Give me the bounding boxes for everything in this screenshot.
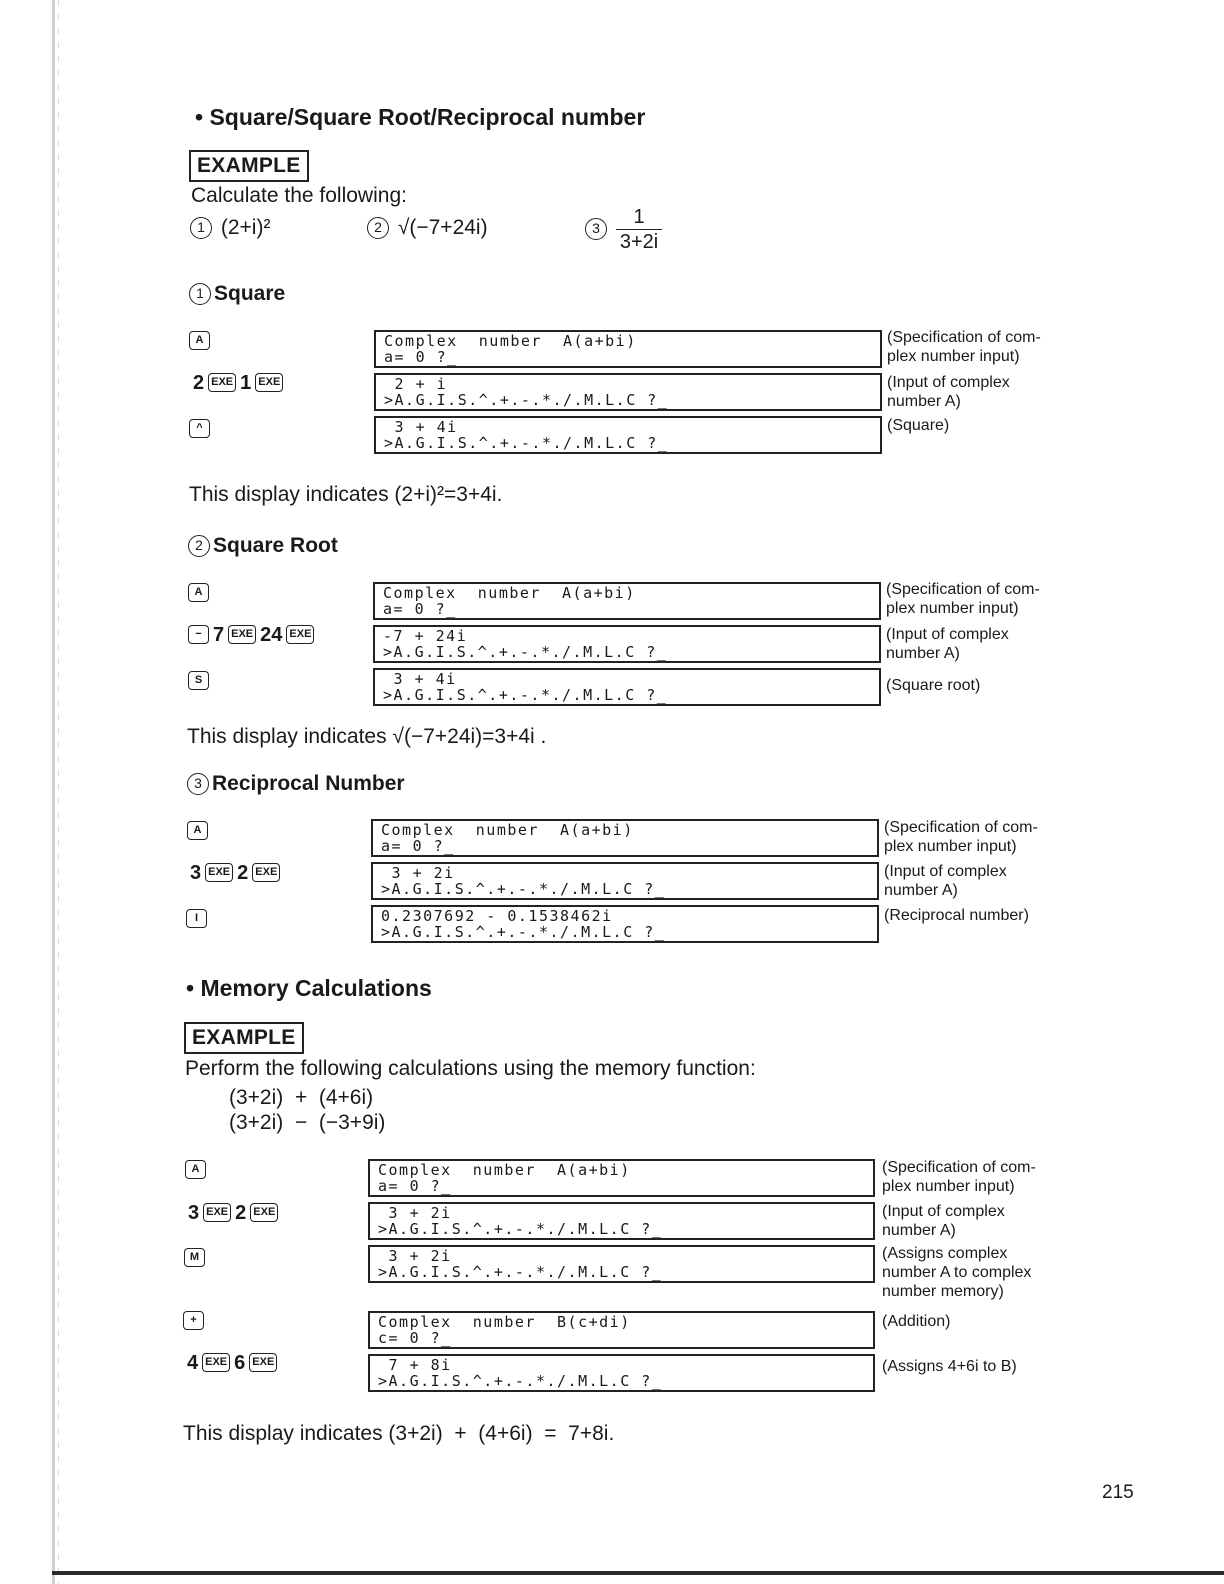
lcd-display	[373, 668, 881, 706]
subheading-square	[189, 282, 285, 306]
key-EXE: EXE	[252, 863, 280, 882]
lcd-line-1: 3 + 2i	[378, 1247, 452, 1265]
section-heading-square-root-reciprocal: • Square/Square Root/Reciprocal number	[195, 104, 646, 130]
key-EXE: EXE	[208, 373, 236, 392]
step-note: (Specification of com- plex number input)	[884, 819, 1038, 855]
lcd-display	[373, 582, 881, 620]
step-note: (Assigns 4+6i to B)	[882, 1358, 1017, 1375]
example-label: EXAMPLE	[189, 150, 309, 182]
binding-edge	[52, 0, 55, 1584]
page-bottom-rule	[52, 1571, 1224, 1575]
lcd-line-2: >A.G.I.S.^.+.-.*./.M.L.C ?_	[378, 1220, 663, 1238]
key-EXE: EXE	[228, 625, 256, 644]
key-S: S	[188, 671, 209, 690]
result-text: This display indicates √(−7+24i)=3+4i .	[187, 725, 547, 748]
step-note: (Addition)	[882, 1313, 951, 1330]
lcd-display	[371, 862, 879, 900]
key-sequence	[185, 1157, 206, 1181]
key-plus: +	[183, 1311, 204, 1330]
lcd-display	[368, 1202, 875, 1240]
key-sequence	[186, 860, 280, 885]
key-EXE: EXE	[250, 1203, 278, 1222]
key-EXE: EXE	[255, 373, 283, 392]
digit: 2	[235, 1201, 247, 1224]
lcd-line-1: 3 + 4i	[383, 670, 457, 688]
lcd-line-2: >A.G.I.S.^.+.-.*./.M.L.C ?_	[381, 880, 666, 898]
digit: 4	[187, 1351, 199, 1374]
lcd-line-1: 3 + 4i	[384, 418, 458, 436]
step-note: (Input of complex number A)	[887, 374, 1010, 410]
lcd-display	[371, 819, 879, 857]
lcd-line-1: Complex number A(a+bi)	[378, 1161, 631, 1179]
lcd-display	[374, 330, 882, 368]
digit: 2	[237, 861, 249, 884]
lcd-line-2: >A.G.I.S.^.+.-.*./.M.L.C ?_	[378, 1263, 663, 1281]
fraction-numerator: 1	[616, 205, 662, 230]
lcd-line-1: 0.2307692 - 0.1538462i	[381, 907, 613, 925]
key-sequence	[183, 1350, 277, 1375]
key-EXE: EXE	[249, 1353, 277, 1372]
step-note: (Square root)	[886, 677, 981, 694]
subheading-text: Reciprocal Number	[212, 772, 405, 795]
section-heading-memory: • Memory Calculations	[186, 975, 432, 1001]
lcd-line-1: Complex number B(c+di)	[378, 1313, 631, 1331]
digit: 2	[193, 371, 205, 394]
key-A: A	[189, 331, 210, 350]
lcd-line-1: 7 + 8i	[378, 1356, 452, 1374]
circled-number: 1	[190, 217, 212, 239]
key-sequence	[184, 1200, 278, 1225]
lcd-line-2: >A.G.I.S.^.+.-.*./.M.L.C ?_	[383, 643, 668, 661]
step-note: (Specification of com- plex number input)	[882, 1159, 1036, 1195]
fraction	[616, 205, 662, 254]
circled-number: 3	[187, 773, 209, 795]
key-A: A	[185, 1160, 206, 1179]
example-item-1	[190, 216, 270, 240]
lcd-line-1: 3 + 2i	[378, 1204, 452, 1222]
key-sequence	[189, 328, 210, 352]
binding-perforation	[58, 0, 59, 1584]
lcd-display	[371, 905, 879, 943]
subheading-reciprocal	[187, 772, 405, 796]
key-sequence	[183, 1308, 204, 1332]
circled-number: 2	[367, 217, 389, 239]
example-label: EXAMPLE	[184, 1022, 304, 1054]
expression: √(−7+24i)	[397, 216, 488, 239]
digit: 6	[234, 1351, 246, 1374]
example-intro: Perform the following calculations using the memory function:	[185, 1057, 756, 1080]
key-sequence	[188, 668, 209, 692]
example-item-3	[585, 205, 662, 254]
page-number: 215	[1102, 1482, 1134, 1503]
digit: 3	[188, 1201, 200, 1224]
lcd-line-2: >A.G.I.S.^.+.-.*./.M.L.C ?_	[381, 923, 666, 941]
key-sequence	[189, 416, 210, 440]
lcd-display	[374, 373, 882, 411]
lcd-display	[368, 1354, 875, 1392]
lcd-line-2: a= 0 ?_	[381, 837, 455, 855]
lcd-display	[373, 625, 881, 663]
circled-number: 1	[189, 283, 211, 305]
step-note: (Input of complex number A)	[882, 1203, 1005, 1239]
step-note: (Square)	[887, 417, 950, 434]
key-sequence	[187, 818, 208, 842]
circled-number: 2	[188, 535, 210, 557]
lcd-line-2: >A.G.I.S.^.+.-.*./.M.L.C ?_	[384, 391, 669, 409]
key-A: A	[188, 583, 209, 602]
key-reciprocal: I	[186, 909, 207, 928]
key-sequence	[188, 580, 209, 604]
subheading-square-root	[188, 534, 338, 558]
key-EXE: EXE	[203, 1203, 231, 1222]
lcd-display	[368, 1245, 875, 1283]
lcd-line-2: >A.G.I.S.^.+.-.*./.M.L.C ?_	[384, 434, 669, 452]
lcd-line-2: a= 0 ?_	[384, 348, 458, 366]
lcd-line-2: >A.G.I.S.^.+.-.*./.M.L.C ?_	[383, 686, 668, 704]
lcd-display	[368, 1159, 875, 1197]
lcd-line-2: a= 0 ?_	[378, 1177, 452, 1195]
key-EXE: EXE	[286, 625, 314, 644]
lcd-line-1: 2 + i	[384, 375, 448, 393]
key-sequence	[186, 906, 207, 930]
key-sequence	[188, 622, 314, 647]
lcd-line-2: a= 0 ?_	[383, 600, 457, 618]
lcd-line-2: >A.G.I.S.^.+.-.*./.M.L.C ?_	[378, 1372, 663, 1390]
lcd-line-1: Complex number A(a+bi)	[381, 821, 634, 839]
result-text: This display indicates (3+2i) + (4+6i) = 7+8i.	[183, 1422, 615, 1445]
lcd-line-1: Complex number A(a+bi)	[384, 332, 637, 350]
subheading-text: Square	[214, 282, 286, 305]
step-note: (Specification of com- plex number input)	[887, 329, 1041, 365]
step-note: (Input of complex number A)	[884, 863, 1007, 899]
lcd-line-2: c= 0 ?_	[378, 1329, 452, 1347]
digit: 1	[240, 371, 252, 394]
circled-number: 3	[585, 218, 607, 240]
step-note: (Specification of com- plex number input)	[886, 581, 1040, 617]
fraction-denominator: 3+2i	[619, 231, 659, 253]
step-note: (Reciprocal number)	[884, 907, 1029, 924]
digit: 24	[260, 623, 283, 646]
key-sequence	[184, 1245, 205, 1269]
key-sequence	[189, 370, 283, 395]
expression: (2+i)²	[220, 216, 271, 239]
key-A: A	[187, 821, 208, 840]
key-EXE: EXE	[202, 1353, 230, 1372]
result-text: This display indicates (2+i)²=3+4i.	[189, 483, 503, 506]
lcd-display	[374, 416, 882, 454]
example-intro: Calculate the following:	[191, 184, 407, 207]
example-item-2	[367, 216, 488, 240]
example-line-2: (3+2i) − (−3+9i)	[229, 1111, 386, 1134]
lcd-line-1: 3 + 2i	[381, 864, 455, 882]
key-EXE: EXE	[205, 863, 233, 882]
example-line-1: (3+2i) + (4+6i)	[229, 1086, 374, 1109]
key-M: M	[184, 1248, 205, 1267]
digit: 3	[190, 861, 202, 884]
lcd-display	[368, 1311, 875, 1349]
step-note: (Input of complex number A)	[886, 626, 1009, 662]
key-minus: −	[188, 625, 209, 644]
subheading-text: Square Root	[213, 534, 338, 557]
lcd-line-1: Complex number A(a+bi)	[383, 584, 636, 602]
step-note: (Assigns complex number A to complex number memory)	[882, 1245, 1032, 1300]
lcd-line-1: -7 + 24i	[383, 627, 468, 645]
key-square: ^	[189, 419, 210, 438]
digit: 7	[213, 623, 225, 646]
